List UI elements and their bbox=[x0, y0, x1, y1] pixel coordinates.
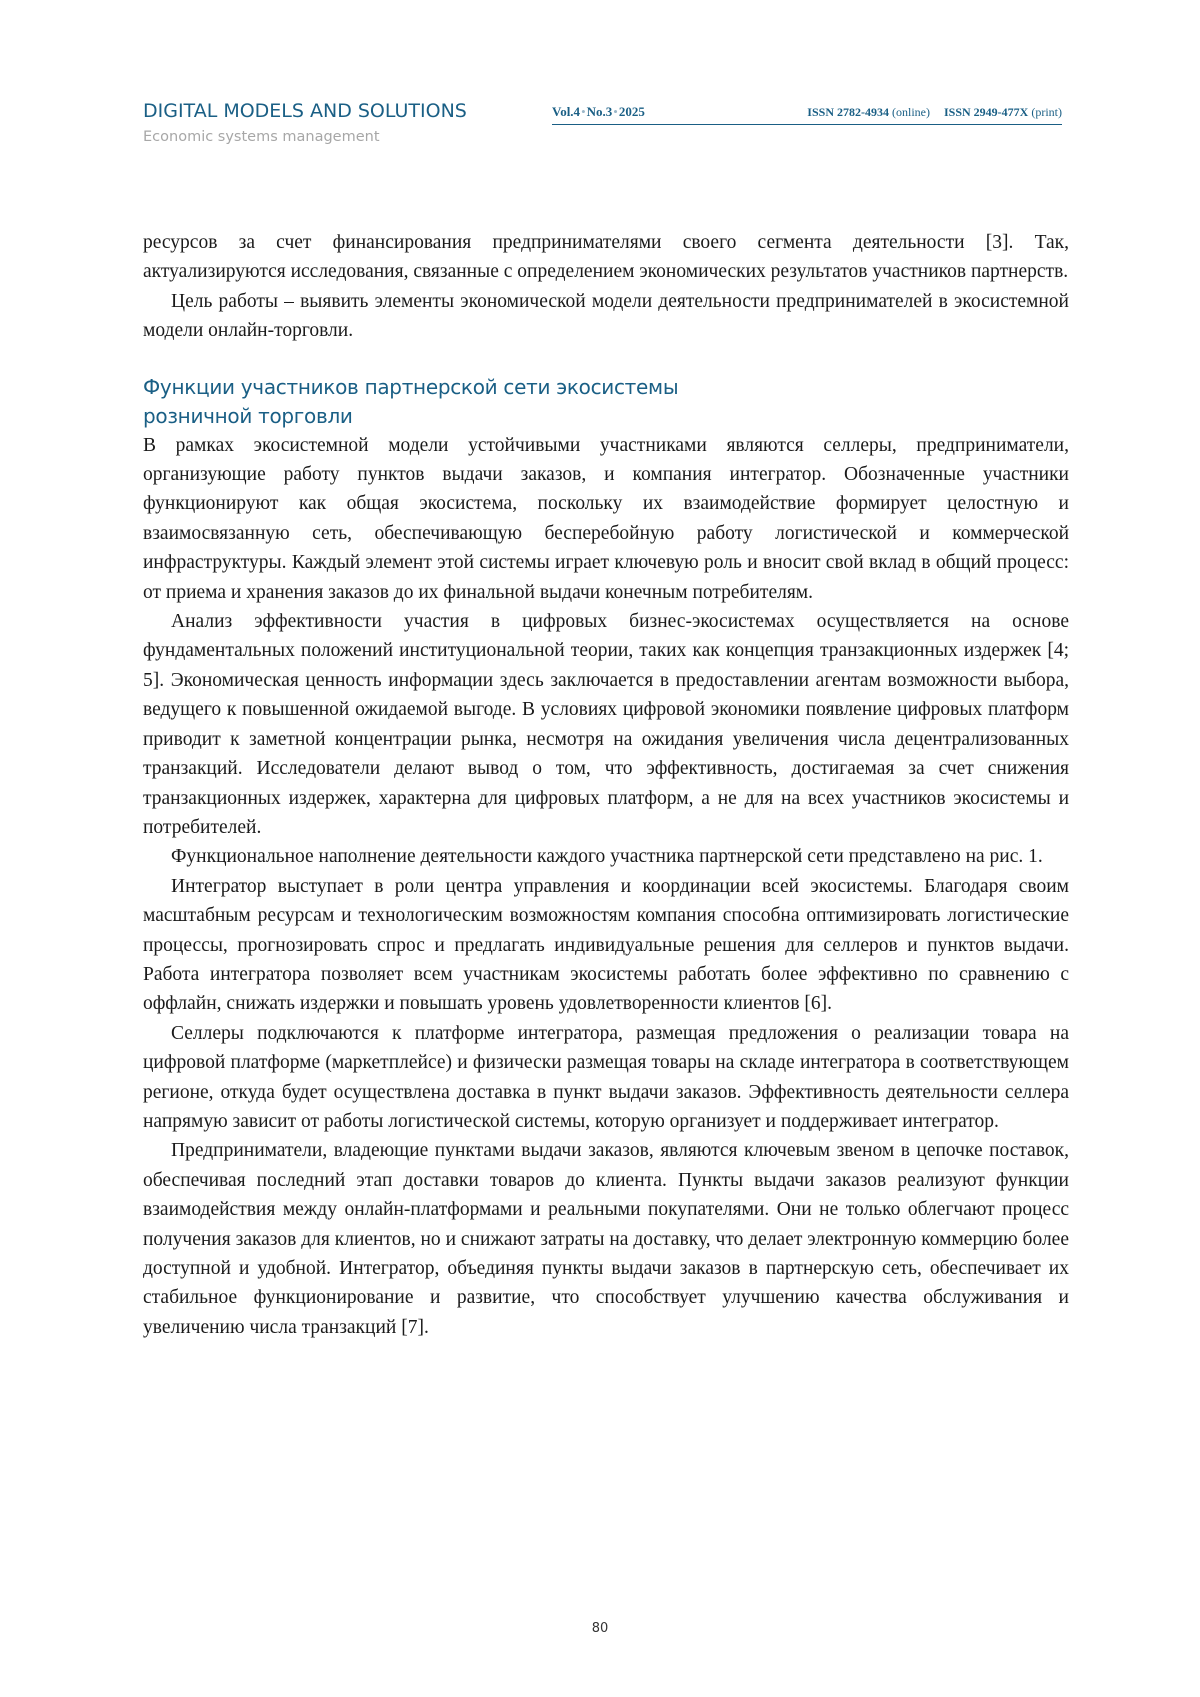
section-heading bbox=[143, 373, 1069, 431]
paragraph: Анализ эффективности участия в цифровых бизнес-экосистемах осуществляется на основе фундаментальных положений институциональной теории, таких как концепция транзакционных издержек [4; 5]. Экономическая ценность информации здесь заключается в предоставлении агентам возможности выбора, ведущего к повышенной ожидаемой выгоде. В условиях цифровой экономики появление цифровых платформ приводит к заметной концентрации рынка, несмотря на ожидания увеличения числа децентрализованных транзакций. Исследователи делают вывод о том, что эффективность, достигаемая за счет снижения транзакционных издержек, характерна для цифровых платформ, а не для на всех участников экосистемы и потребителей. bbox=[143, 611, 1069, 838]
issue-number: No.3 bbox=[586, 104, 613, 119]
journal-title: DIGITAL MODELS AND SOLUTIONS bbox=[143, 100, 467, 122]
issn-print: ISSN 2949-477X bbox=[943, 105, 1029, 119]
paragraph: Предприниматели, владеющие пунктами выдачи заказов, являются ключевым звеном в цепочке поставок, обеспечивая последний этап доставки товаров до клиента. Пункты выдачи заказов реализуют функции взаимодействия между онлайн-платформами и реальными покупателями. Они не только облегчают процесс получения заказов для клиентов, но и снижают затраты на доставку, что делает электронную коммерцию более доступной и удобной. Интегратор, объединяя пункты выдачи заказов в партнерскую сеть, обеспечивает их стабильное функционирование и развитие, что способствует улучшению качества обслуживания и увеличению числа транзакций [7]. bbox=[143, 1140, 1069, 1338]
paragraph: Селлеры подключаются к платформе интегратора, размещая предложения о реализации товара на цифровой платформе (маркетплейсе) и физически размещая товары на складе интегратора в соответствующем регионе, откуда будет осуществлена доставка в пункт выдачи заказов. Эффективность деятельности селлера напрямую зависит от работы логистической системы, которую организует и поддерживает интегратор. bbox=[143, 1022, 1069, 1132]
issue-info bbox=[552, 104, 645, 120]
paragraph-goal: Цель работы – выявить элементы экономической модели деятельности предпринимателей в экосистемной модели онлайн-торговли. bbox=[143, 290, 1069, 342]
paragraph-figure-reference: Функциональное наполнение деятельности каждого участника партнерской сети представлено на рис. 1. bbox=[171, 846, 1043, 868]
section-heading-line-1: Функции участников партнерской сети экосистемы bbox=[143, 374, 679, 399]
page-number: 80 bbox=[591, 1621, 609, 1636]
issn-online: ISSN 2782-4934 bbox=[807, 105, 889, 119]
header-meta-bar bbox=[552, 104, 1062, 125]
issn-print-type: (print) bbox=[1031, 105, 1062, 119]
issn-online-type: (online) bbox=[891, 105, 930, 119]
issue-year: 2025 bbox=[618, 104, 645, 119]
paragraph: Интегратор выступает в роли центра управления и координации всей экосистемы. Благодаря своим масштабным ресурсам и технологическим возможностям компания способна оптимизировать логистические процессы, прогнозировать спрос и предлагать индивидуальные решения для селлеров и пунктов выдачи. Работа интегратора позволяет всем участникам экосистемы работать более эффективно по сравнению с оффлайн, снижать издержки и повышать уровень удовлетворенности клиентов [6]. bbox=[143, 875, 1069, 1015]
issn-info bbox=[807, 105, 1062, 120]
dot-separator-icon: • bbox=[613, 104, 618, 119]
paragraph: В рамках экосистемной модели устойчивыми участниками являются селлеры, предприниматели, организующие работу пунктов выдачи заказов, и компания интегратор. Обозначенные участники функционируют как общая экосистема, поскольку их взаимодействие формирует целостную и взаимосвязанную сеть, обеспечивающую бесперебойную работу логистической и коммерческой инфраструктуры. Каждый элемент этой системы играет ключевую роль и вносит свой вклад в общий процесс: от приема и хранения заказов до их финальной выдачи конечным потребителям. bbox=[143, 434, 1069, 603]
volume: Vol.4 bbox=[552, 104, 581, 119]
dot-separator-icon: • bbox=[581, 104, 586, 119]
article-body bbox=[143, 228, 1069, 1342]
journal-subtitle: Economic systems management bbox=[143, 129, 380, 145]
section-heading-line-2: розничной торговли bbox=[143, 403, 353, 428]
paragraph: ресурсов за счет финансирования предпринимателями своего сегмента деятельности [3]. Так, актуализируются исследования, связанные с определением экономических результатов участников партнерств. bbox=[143, 232, 1069, 283]
